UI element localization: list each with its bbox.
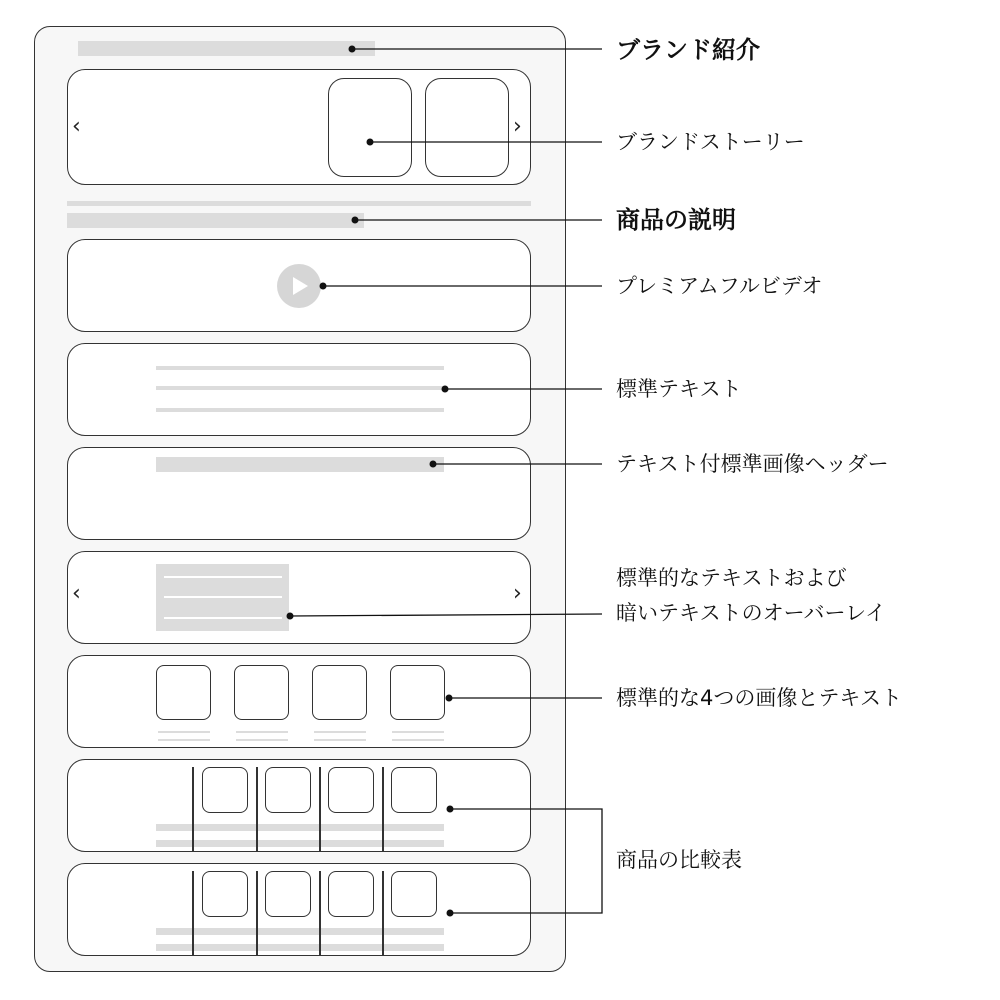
product-description-title-placeholder <box>67 213 364 228</box>
product-image-tile <box>391 767 437 813</box>
premium-video-module[interactable] <box>67 239 531 332</box>
table-column-divider <box>382 871 384 956</box>
callout-dark-overlay-line1: 標準的なテキストおよび <box>616 566 847 590</box>
table-column-divider <box>319 767 321 852</box>
caption-line <box>236 739 288 741</box>
caption-line <box>158 731 210 733</box>
caption-line <box>392 731 444 733</box>
section-divider <box>67 201 531 206</box>
table-column-divider <box>256 871 258 956</box>
caption-line <box>314 739 366 741</box>
callout-brand-intro: ブランド紹介 <box>616 36 760 64</box>
four-images-module <box>67 655 531 748</box>
table-column-divider <box>192 871 194 956</box>
callout-standard-text: 標準テキスト <box>616 377 742 401</box>
callout-dark-overlay-line2: 暗いテキストのオーバーレイ <box>616 601 887 625</box>
chevron-right-icon[interactable]: › <box>513 581 522 606</box>
caption-line <box>392 739 444 741</box>
table-row-placeholder <box>156 824 444 831</box>
callout-brand-story: ブランドストーリー <box>616 130 805 154</box>
table-row-placeholder <box>156 944 444 951</box>
image-header-placeholder <box>156 457 444 472</box>
product-image-tile <box>328 767 374 813</box>
image-tile <box>390 665 445 720</box>
text-line-placeholder <box>156 386 444 390</box>
product-image-tile <box>265 767 311 813</box>
table-column-divider <box>192 767 194 852</box>
table-row-placeholder <box>156 840 444 847</box>
table-row-placeholder <box>156 928 444 935</box>
product-image-tile <box>202 767 248 813</box>
callout-premium-video: プレミアムフルビデオ <box>616 274 823 298</box>
chevron-right-icon[interactable]: › <box>513 114 522 139</box>
caption-line <box>314 731 366 733</box>
overlay-text-line <box>164 576 282 578</box>
overlay-text-line <box>164 617 282 619</box>
image-tile <box>156 665 211 720</box>
brand-intro-title-placeholder <box>78 41 375 56</box>
brand-story-tile[interactable] <box>328 78 412 177</box>
table-column-divider <box>256 767 258 852</box>
chevron-left-icon[interactable]: ‹ <box>72 114 81 139</box>
table-column-divider <box>319 871 321 956</box>
product-image-tile <box>265 871 311 917</box>
product-image-tile <box>328 871 374 917</box>
product-image-tile <box>391 871 437 917</box>
text-line-placeholder <box>156 408 444 412</box>
callout-image-header: テキスト付標準画像ヘッダー <box>616 452 889 476</box>
dark-overlay-module[interactable] <box>67 551 531 644</box>
callout-comparison-table: 商品の比較表 <box>616 848 742 872</box>
callout-four-images: 標準的な4つの画像とテキスト <box>616 686 902 710</box>
chevron-left-icon[interactable]: ‹ <box>72 581 81 606</box>
brand-story-tile[interactable] <box>425 78 509 177</box>
callout-product-description: 商品の説明 <box>616 206 736 234</box>
table-column-divider <box>382 767 384 852</box>
play-icon[interactable] <box>276 263 322 309</box>
text-line-placeholder <box>156 366 444 370</box>
caption-line <box>158 739 210 741</box>
product-image-tile <box>202 871 248 917</box>
image-tile <box>312 665 367 720</box>
caption-line <box>236 731 288 733</box>
image-tile <box>234 665 289 720</box>
overlay-text-line <box>164 596 282 598</box>
